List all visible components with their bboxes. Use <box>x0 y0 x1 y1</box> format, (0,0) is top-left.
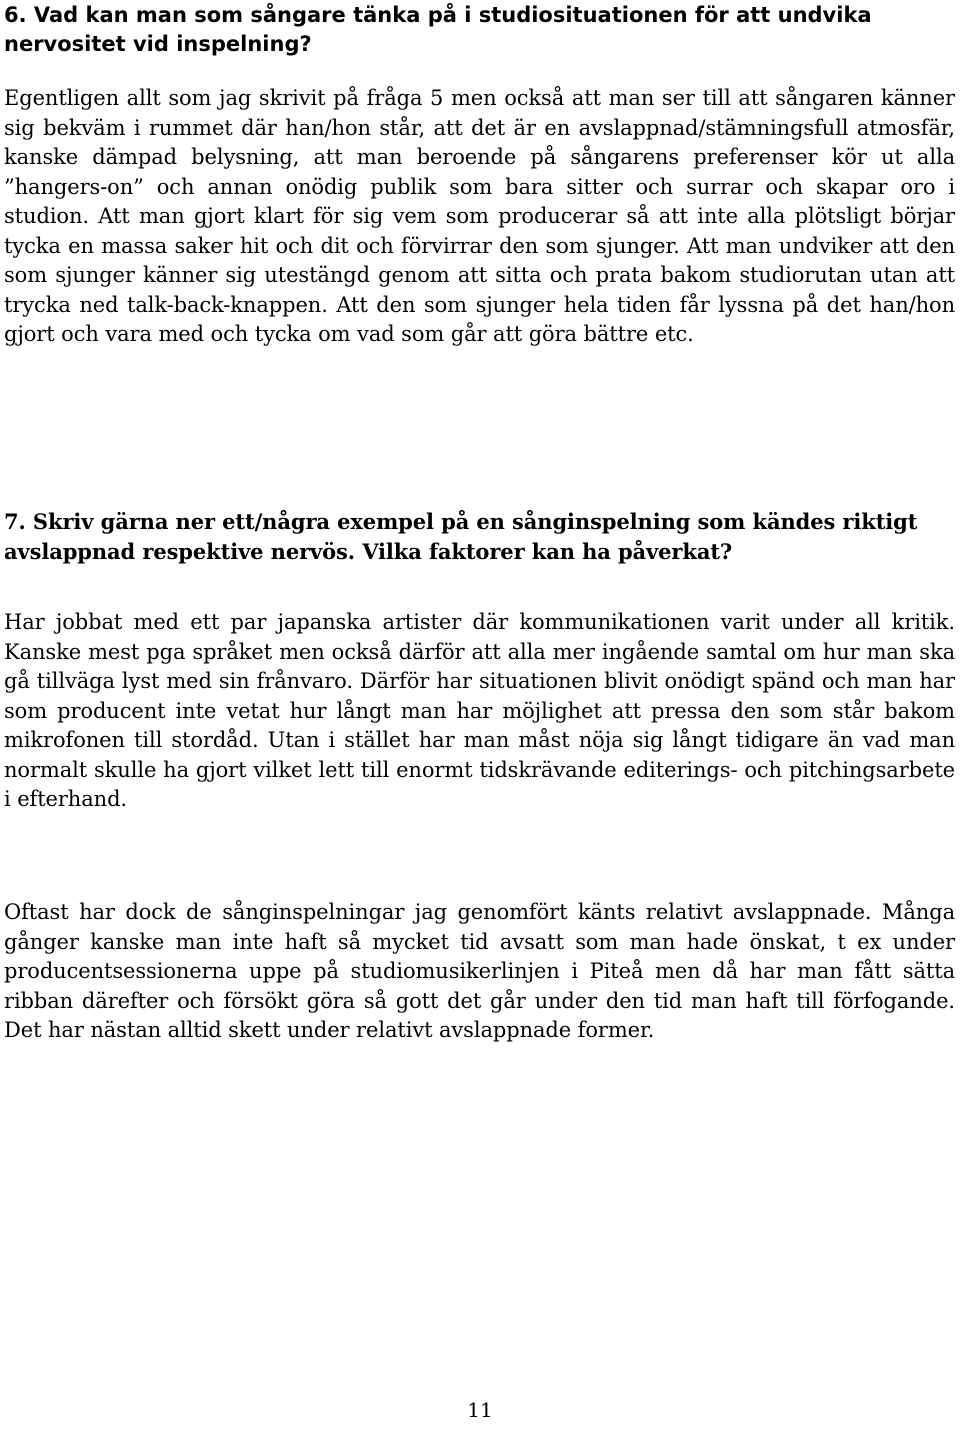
question-7-answer-paragraph-2: Oftast har dock de sånginspelningar jag genomfört känts relativt avslappnade. Många gånger kanske man inte haft så mycket tid avsatt som man hade önskat, t ex under producentsessionerna uppe på studiomusikerlinjen i Piteå men då har man fått sätta ribban därefter och försökt göra så gott det går under den tid man haft till förfogande. Det har nästan alltid skett under relativt avslappnade former. <box>4 900 955 1042</box>
question-7-heading: 7. Skriv gärna ner ett/några exempel på en sånginspelning som kändes riktigt avslappnad respektive nervös. Vilka faktorer kan ha påverkat? <box>4 509 918 564</box>
question-7-answer-paragraph-1: Har jobbat med ett par japanska artister där kommunikationen varit under all kritik. Kanske mest pga språket men också därför att alla mer ingående samtal om hur man ska gå tillväga lyst med sin frånvaro. Därför har situationen blivit onödigt spänd och man har som producent inte vetat hur långt man har möjlighet att pressa den som står bakom mikrofonen till stordåd. Utan i stället har man måst nöja sig långt tidigare än vad man normalt skulle ha gjort vilket lett till enormt tidskrävande editerings- och pitchingsarbete i efterhand. <box>4 610 955 811</box>
page-number: 11 <box>467 1398 493 1422</box>
question-6-heading: 6. Vad kan man som sångare tänka på i studiosituationen för att undvika nervositet vid inspelning? <box>4 3 872 56</box>
question-6-answer: Egentligen allt som jag skrivit på fråga 5 men också att man ser till att sångaren känner sig bekväm i rummet där han/hon står, att det är en avslappnad/stämningsfull atmosfär, kanske dämpad belysning, att man beroende på sångarens preferenser kör ut alla ”hangers-on” och annan onödig publik som bara sitter och surrar och skapar oro i studion. Att man gjort klart för sig vem som producerar så att inte alla plötsligt börjar tycka en massa saker hit och dit och förvirrar den som sjunger. Att man undviker att den som sjunger känner sig utestängd genom att sitta och prata bakom studiorutan utan att trycka ned talk-back-knappen. Att den som sjunger hela tiden får lyssna på det han/hon gjort och vara med och tycka om vad som går att göra bättre etc. <box>4 86 955 346</box>
